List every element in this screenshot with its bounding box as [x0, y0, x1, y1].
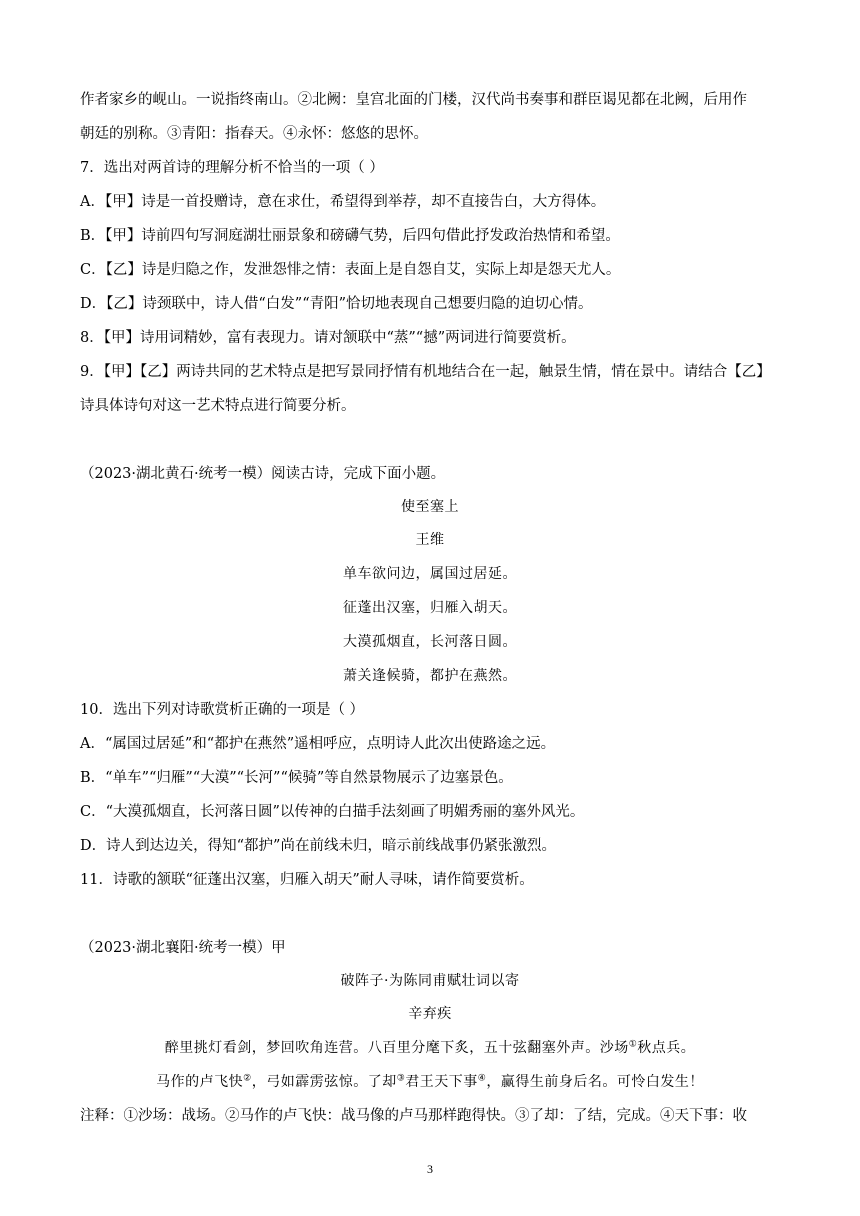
- option-d: D．诗人到达边关，得知“都护”尚在前线未归，暗示前线战事仍紧张激烈。: [80, 838, 556, 854]
- poem-title: 破阵子·为陈同甫赋壮词以寄: [340, 973, 520, 989]
- question-8: 8．【甲】诗用词精妙，富有表现力。请对颔联中“蒸”“撼”两词进行简要赏析。: [80, 330, 576, 346]
- question-10: 10．选出下列对诗歌赏析正确的一项是（ ）: [80, 702, 365, 718]
- poem-line: [0, 1038, 860, 1058]
- option-a: A．【甲】诗是一首投赠诗，意在求仕，希望得到举荐，却不直接告白，大方得体。: [80, 194, 606, 210]
- poem-author: 王维: [415, 532, 445, 548]
- poem-line: 单车欲问边，属国过居延。: [343, 566, 517, 582]
- poem-text: 醉里挑灯看剑，梦回吹角连营。八百里分麾下炙，五十弦翻塞外声。沙场: [164, 1040, 629, 1056]
- footnote-marker: ③: [396, 1073, 406, 1084]
- page-number: 3: [427, 1162, 433, 1176]
- option-b: B．【甲】诗前四句写洞庭湖壮丽景象和磅礴气势，后四句借此抒发政治热情和希望。: [80, 228, 620, 244]
- question-9: 9．【甲】【乙】两诗共同的艺术特点是把写景同抒情有机地结合在一起，触景生情，情在景中。请结合【乙】: [80, 364, 771, 380]
- footnote-marker: ①: [628, 1039, 638, 1050]
- poem-text: ，弓如霹雳弦惊。了却: [251, 1074, 397, 1090]
- poem-line: 征蓬出汉塞，归雁入胡天。: [343, 600, 517, 616]
- poem-line: 大漠孤烟直，长河落日圆。: [343, 634, 517, 650]
- question-7: 7．选出对两首诗的理解分析不恰当的一项（ ）: [80, 160, 384, 176]
- option-c: C．“大漠孤烟直，长河落日圆”以传神的白描手法刻画了明媚秀丽的塞外风光。: [80, 804, 585, 820]
- question-11: 11．诗歌的颔联“征蓬出汉塞，归雁入胡天”耐人寻味，请作简要赏析。: [80, 872, 534, 888]
- footnote-marker: ②: [243, 1073, 252, 1084]
- section-intro: （2023·湖北黄石·统考一模）阅读古诗，完成下面小题。: [80, 466, 446, 482]
- poem-line: 萧关逢候骑，都护在燕然。: [343, 668, 517, 684]
- poem-text: ，赢得生前身后名。可怜白发生！: [486, 1074, 704, 1090]
- poem-text: 秋点兵。: [637, 1040, 696, 1056]
- poem-line: [0, 1072, 860, 1092]
- footnote-marker: ④: [477, 1073, 487, 1084]
- option-d: D．【乙】诗颈联中，诗人借“白发”“青阳”恰切地表现自己想要归隐的迫切心情。: [80, 296, 593, 312]
- poem-text: 马作的卢飞快: [156, 1074, 244, 1090]
- poem-author: 辛弃疾: [408, 1006, 452, 1022]
- option-b: B．“单车”“归雁”“大漠”“长河”“候骑”等自然景物展示了边塞景色。: [80, 770, 513, 786]
- option-a: A．“属国过居延”和“都护在燕然”遥相呼应，点明诗人此次出使路途之远。: [80, 736, 556, 752]
- poem-text: 君王天下事: [405, 1074, 478, 1090]
- note-text: 作者家乡的岘山。一说指终南山。②北阙：皇宫北面的门楼，汉代尚书奏事和群臣谒见都在北阙，后用作: [80, 92, 747, 108]
- question-9-cont: 诗具体诗句对这一艺术特点进行简要分析。: [80, 398, 356, 414]
- option-c: C．【乙】诗是归隐之作，发泄怨悱之情：表面上是自怨自艾，实际上却是怨天尤人。: [80, 262, 621, 278]
- poem-title: 使至塞上: [401, 499, 459, 515]
- note-text: 朝廷的别称。③青阳：指春天。④永怀：悠悠的思怀。: [80, 126, 428, 142]
- section-intro: （2023·湖北襄阳·统考一模）甲: [80, 940, 286, 956]
- annotation: 注释：①沙场：战场。②马作的卢飞快：战马像的卢马那样跑得快。③了却：了结，完成。④天下事：收: [80, 1108, 747, 1124]
